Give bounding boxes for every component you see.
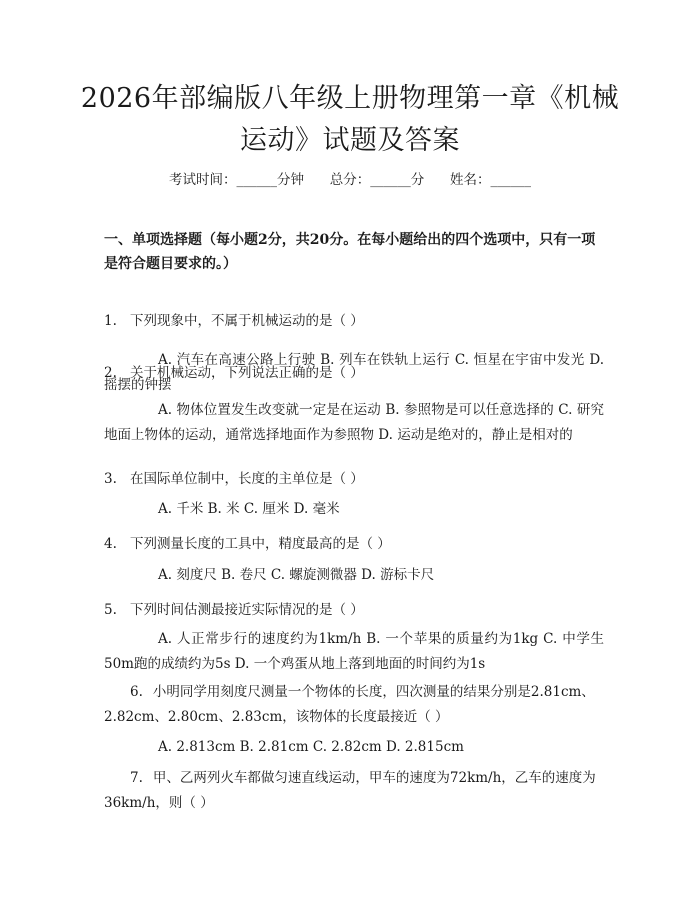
question-text: 小明同学用刻度尺测量一个物体的长度，四次测量的结果分别是2.81cm、2.82cm、2.80cm、2.83cm，该物体的长度最接近（ ） — [104, 684, 595, 725]
question-number: 4. — [104, 536, 117, 552]
document-title — [60, 78, 640, 162]
question-number: 6. — [130, 684, 143, 700]
question-1-options: A. 汽车在高速公路上行驶 B. 列车在铁轨上运行 C. 恒星在宇宙中发光 D. 摇摆的钟摆 — [104, 352, 604, 393]
question-4 — [104, 531, 604, 557]
question-text: 下列时间估测最接近实际情况的是（ ） — [130, 602, 364, 618]
question-6-options: A. 2.813cm B. 2.81cm C. 2.82cm D. 2.815cm — [158, 739, 464, 755]
question-text: 下列测量长度的工具中，精度最高的是（ ） — [130, 536, 391, 552]
question-number: 2. — [104, 365, 117, 381]
question-6 — [104, 680, 604, 730]
question-5 — [104, 597, 604, 623]
question-7 — [104, 766, 604, 816]
question-1 — [104, 308, 604, 334]
question-number: 3. — [104, 471, 117, 487]
question-3-options: A. 千米 B. 米 C. 厘米 D. 毫米 — [158, 501, 340, 517]
title-line-2: 运动》试题及答案 — [240, 125, 460, 156]
question-2 — [104, 360, 604, 386]
question-4-options: A. 刻度尺 B. 卷尺 C. 螺旋测微器 D. 游标卡尺 — [158, 567, 435, 583]
question-5-options: A. 人正常步行的速度约为1km/h B. 一个苹果的质量约为1kg C. 中学生50m跑的成绩约为5s D. 一个鸡蛋从地上落到地面的时间约为1s — [104, 631, 604, 672]
question-number: 7. — [130, 770, 143, 786]
question-text: 下列现象中，不属于机械运动的是（ ） — [130, 313, 364, 329]
title-line-1: 2026年部编版八年级上册物理第一章《机械 — [80, 83, 620, 114]
exam-meta-line: 考试时间：______分钟 总分：______分 姓名：______ — [169, 172, 531, 188]
question-number: 1. — [104, 313, 117, 329]
question-3 — [104, 466, 604, 492]
question-2-options: A. 物体位置发生改变就一定是在运动 B. 参照物是可以任意选择的 C. 研究地面上物体的运动，通常选择地面作为参照物 D. 运动是绝对的，静止是相对的 — [104, 402, 604, 443]
question-text: 关于机械运动，下列说法正确的是（ ） — [130, 365, 364, 381]
question-number: 5. — [104, 602, 117, 618]
question-text: 甲、乙两列火车都做匀速直线运动，甲车的速度为72km/h，乙车的速度为36km/h，则（ ） — [104, 770, 596, 811]
section-heading: 一、单项选择题（每小题2分，共20分。在每小题给出的四个选项中，只有一项是符合题目要求的。） — [104, 232, 596, 272]
question-text: 在国际单位制中，长度的主单位是（ ） — [130, 471, 364, 487]
